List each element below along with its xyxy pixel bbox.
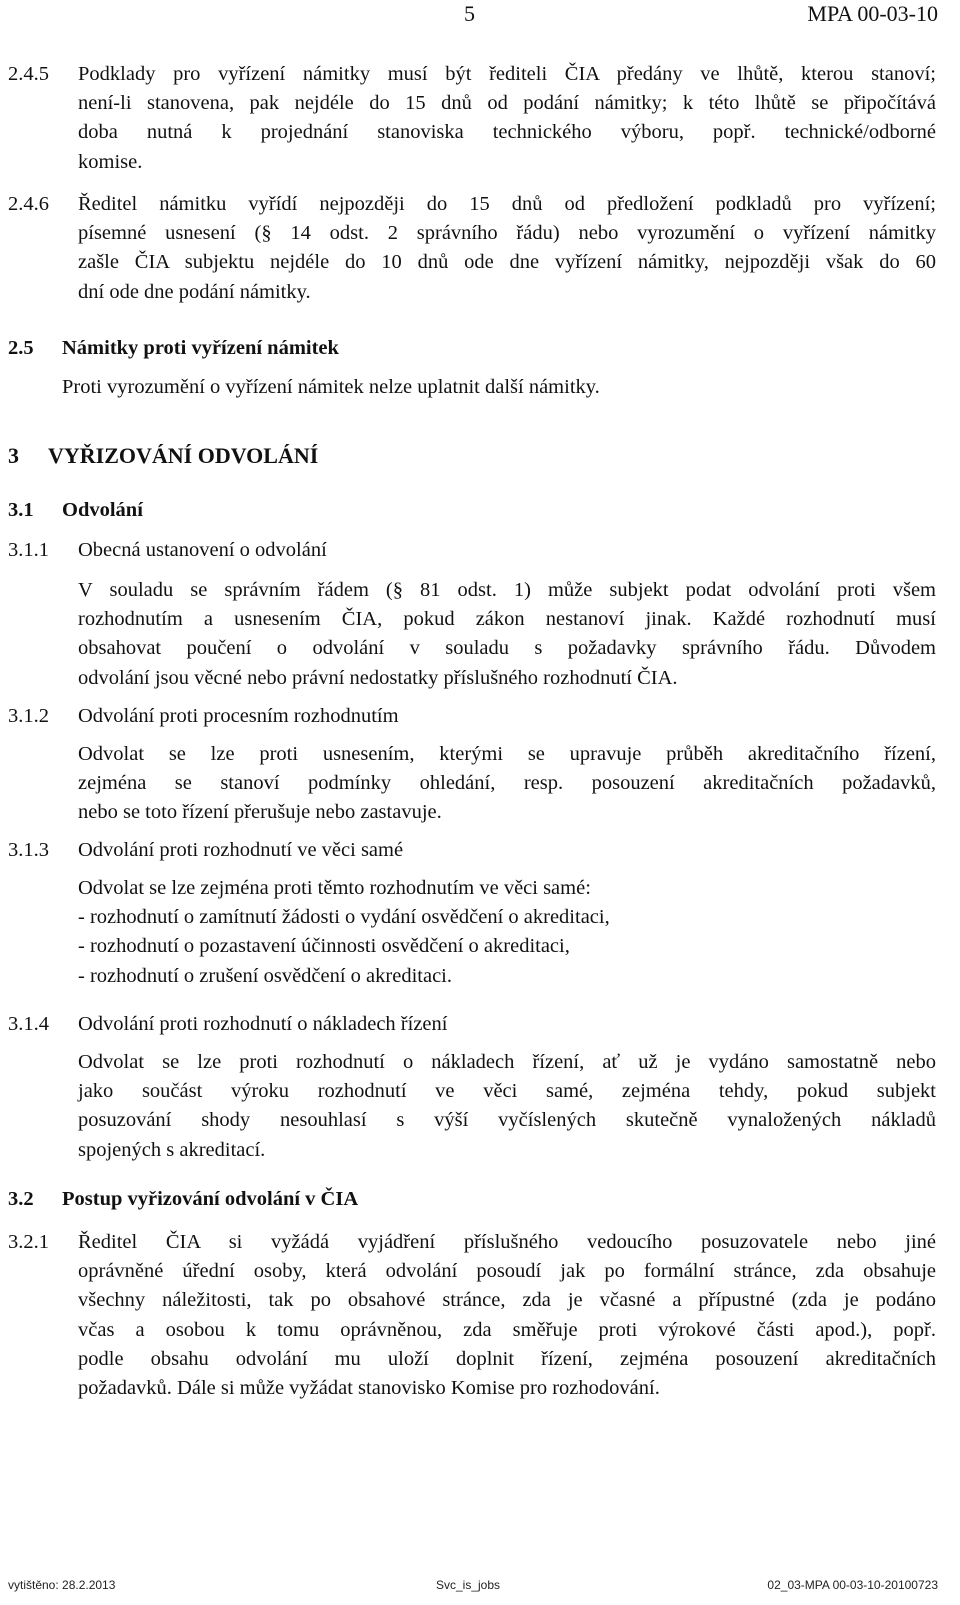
paragraph-2-4-5 — [78, 60, 936, 148]
footer-filename: Svc_is_jobs — [436, 1578, 501, 1592]
subsection-heading-3-1-2: Odvolání proti procesním rozhodnutím — [78, 705, 399, 727]
section-heading-2-5: Námitky proti vyřízení námitek — [62, 337, 339, 359]
paragraph-line: písemné usnesení (§ 14 odst. 2 správního řádu) nebo vyrozumění o vyřízení námitky — [78, 222, 936, 245]
paragraph-line: posuzování shody nesouhlasí s výší vyčíslených skutečně vynaložených nákladů — [78, 1109, 936, 1132]
section-number-3-1-1: 3.1.1 — [8, 539, 49, 561]
paragraph-line: Odvolat se lze proti usnesením, kterými se upravuje průběh akreditačního řízení, — [78, 743, 936, 765]
paragraph-line: doba nutná k projednání stanoviska technického výboru, popř. technické/odborné — [78, 121, 936, 144]
paragraph-line: není-li stanovena, pak nejdéle do 15 dnů od podání námitky; k této lhůtě se připočítává — [78, 92, 936, 115]
section-number-2-5: 2.5 — [8, 337, 34, 359]
list-item: - rozhodnutí o zrušení osvědčení o akreditaci. — [78, 964, 452, 987]
paragraph-3-1-1 — [78, 576, 936, 664]
paragraph-line: dní ode dne podání námitky. — [78, 280, 311, 303]
paragraph-3-1-4 — [78, 1048, 936, 1136]
footer-document-reference: 02_03-MPA 00-03-10-20100723 — [767, 1578, 938, 1592]
paragraph-line: odvolání jsou věcné nebo právní nedostatky příslušného rozhodnutí ČIA. — [78, 666, 678, 689]
paragraph-3-1-2 — [78, 740, 936, 798]
section-number-2-4-5: 2.4.5 — [8, 63, 49, 85]
subsection-heading-3-1-4: Odvolání proti rozhodnutí o nákladech řízení — [78, 1013, 448, 1035]
paragraph-line: jako součást výroku rozhodnutí ve věci samé, zejména tehdy, pokud subjekt — [78, 1080, 936, 1103]
section-number-3-2-1: 3.2.1 — [8, 1231, 49, 1253]
paragraph-line: podle obsahu odvolání mu uloží doplnit řízení, zejména posouzení akreditačních — [78, 1347, 936, 1370]
paragraph-line: nebo se toto řízení přerušuje nebo zastavuje. — [78, 801, 442, 824]
list-item: - rozhodnutí o zamítnutí žádosti o vydání osvědčení o akreditaci, — [78, 906, 610, 929]
subsection-heading-3-1-1: Obecná ustanovení o odvolání — [78, 539, 327, 561]
chapter-number-3: 3 — [8, 443, 19, 468]
paragraph-line: všechny náležitosti, tak po obsahové stránce, zda je včasné a přípustné (zda je podáno — [78, 1289, 936, 1312]
paragraph-line: komise. — [78, 150, 143, 173]
chapter-heading-3: VYŘIZOVÁNÍ ODVOLÁNÍ — [48, 443, 319, 468]
section-number-2-4-6: 2.4.6 — [8, 193, 49, 215]
paragraph-line: požadavků. Dále si může vyžádat stanovisko Komise pro rozhodování. — [78, 1377, 660, 1399]
section-heading-3-1: Odvolání — [62, 499, 143, 521]
page-number: 5 — [464, 1, 475, 26]
section-number-3-1-2: 3.1.2 — [8, 705, 49, 727]
paragraph-line: rozhodnutím a usnesením ČIA, pokud zákon nestanoví jinak. Každé rozhodnutí musí — [78, 608, 936, 631]
paragraph-3-1-3 — [78, 874, 610, 991]
paragraph-line: včas a osobou k tomu oprávněnou, zda směřuje proti výrokové části apod.), popř. — [78, 1318, 936, 1341]
subsection-heading-3-1-3: Odvolání proti rozhodnutí ve věci samé — [78, 839, 404, 861]
footer-printed-date: vytištěno: 28.2.2013 — [8, 1578, 116, 1592]
paragraph-line: Ředitel ČIA si vyžádá vyjádření příslušného vedoucího posuzovatele nebo jiné — [78, 1231, 936, 1253]
paragraph-3-2-1 — [78, 1228, 936, 1374]
paragraph-line: Ředitel námitku vyřídí nejpozději do 15 dnů od předložení podkladů pro vyřízení; — [78, 193, 936, 215]
section-number-3-1-3: 3.1.3 — [8, 839, 49, 861]
section-number-3-2: 3.2 — [8, 1188, 34, 1210]
section-number-3-1-4: 3.1.4 — [8, 1013, 49, 1035]
paragraph-line: Odvolat se lze proti rozhodnutí o nákladech řízení, ať už je vydáno samostatně nebo — [78, 1051, 936, 1073]
document-code: MPA 00-03-10 — [807, 1, 938, 26]
paragraph-line: Odvolat se lze zejména proti těmto rozhodnutím ve věci samé: — [78, 877, 591, 899]
paragraph-2-5: Proti vyrozumění o vyřízení námitek nelze uplatnit další námitky. — [62, 376, 600, 398]
paragraph-line: zejména se stanoví podmínky ohledání, resp. posouzení akreditačních požadavků, — [78, 772, 936, 795]
paragraph-line: spojených s akreditací. — [78, 1138, 266, 1161]
section-number-3-1: 3.1 — [8, 499, 34, 521]
paragraph-line: oprávněné úřední osoby, která odvolání posoudí jak po formální stránce, zda obsahuje — [78, 1260, 936, 1283]
section-heading-3-2: Postup vyřizování odvolání v ČIA — [62, 1188, 359, 1210]
paragraph-line: zašle ČIA subjektu nejdéle do 10 dnů ode dne vyřízení námitky, nejpozději však do 60 — [78, 251, 936, 274]
paragraph-line: obsahovat poučení o odvolání v souladu s požadavky správního řádu. Důvodem — [78, 637, 936, 660]
paragraph-2-4-6 — [78, 190, 936, 278]
list-item: - rozhodnutí o pozastavení účinnosti osvědčení o akreditaci, — [78, 935, 570, 958]
paragraph-line: Podklady pro vyřízení námitky musí být řediteli ČIA předány ve lhůtě, kterou stanoví; — [78, 63, 936, 85]
paragraph-line: V souladu se správním řádem (§ 81 odst. 1) může subjekt podat odvolání proti všem — [78, 579, 936, 601]
